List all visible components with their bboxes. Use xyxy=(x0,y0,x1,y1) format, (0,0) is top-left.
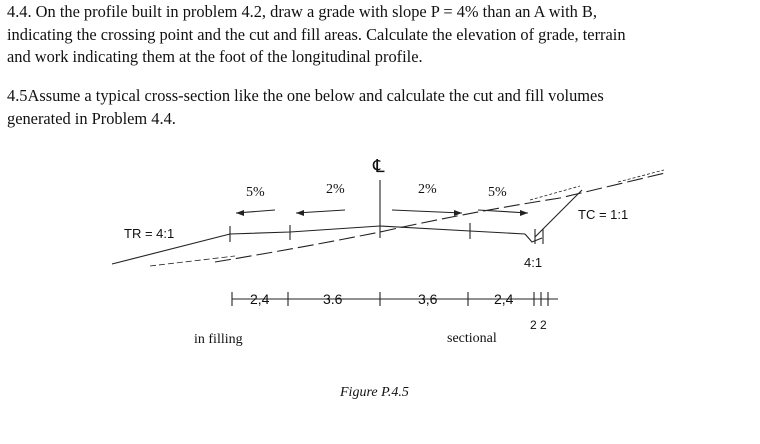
dimension-label: 3,6 xyxy=(418,291,438,307)
cut-section-label: sectional xyxy=(447,331,497,346)
slope-label-left-inner: 2% xyxy=(326,182,345,197)
text-line: indicating the crossing point and the cut and fill areas. Calculate the elevation of grade, terrain xyxy=(7,24,626,44)
text-line: 4.4. On the profile built in problem 4.2, draw a grade with slope P = 4% than an A with B, xyxy=(7,2,597,21)
ground-hatch-far-right xyxy=(618,170,664,182)
dimension-label: 2,4 xyxy=(250,291,270,307)
roadway-left xyxy=(230,226,380,234)
ditch xyxy=(525,234,542,242)
text-line: and work indicating them at the foot of the longitudinal profile. xyxy=(7,47,423,66)
centerline-label: ℄ xyxy=(373,156,385,176)
figure-caption: Figure P.4.5 xyxy=(340,385,409,400)
slope-label-right-outer: 5% xyxy=(488,185,507,200)
dimension-label: 2,4 xyxy=(494,291,514,307)
slope-arrow-right-inner xyxy=(392,210,462,213)
ditch-slope-label: 4:1 xyxy=(524,255,543,270)
dimension-label: 3.6 xyxy=(323,291,343,307)
slope-label-left-outer: 5% xyxy=(246,185,265,200)
cut-slope-label: TC = 1:1 xyxy=(578,207,629,222)
text-line: 4.5Assume a typical cross-section like the one below and calculate the cut and fill volumes xyxy=(7,86,604,105)
slope-label-right-inner: 2% xyxy=(418,182,437,197)
ditch-dimension-label: 2 2 xyxy=(530,318,547,332)
ground-hatch-right xyxy=(530,186,580,200)
text-line: generated in Problem 4.4. xyxy=(7,108,176,128)
fill-section-label: in filling xyxy=(194,332,243,347)
cut-slope-line xyxy=(535,190,582,237)
fill-slope-label: TR = 4:1 xyxy=(124,226,175,241)
